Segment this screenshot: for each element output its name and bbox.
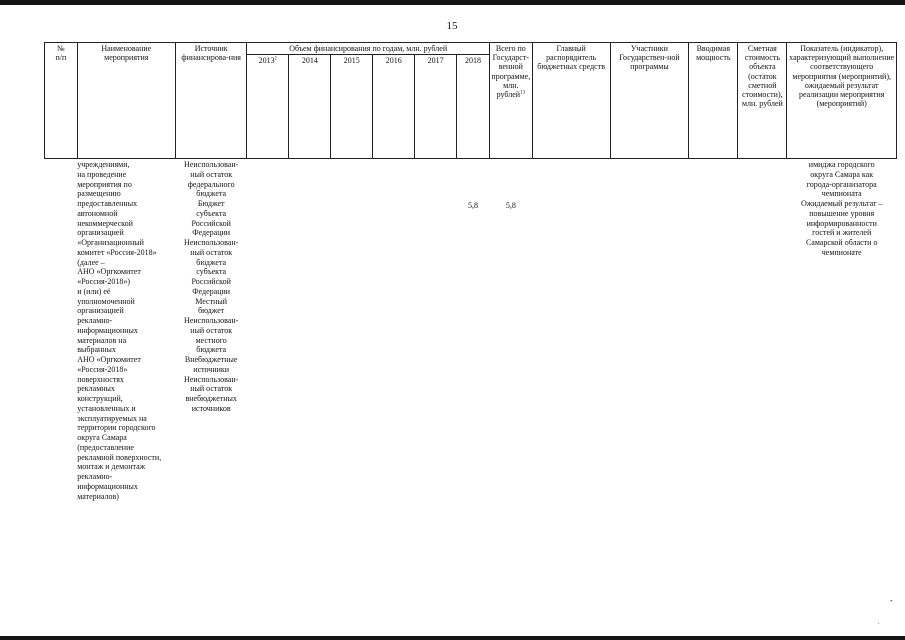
- cell-2016: [373, 159, 415, 503]
- header-year: 2016: [373, 55, 415, 159]
- cell-2014: [289, 159, 331, 503]
- header-no: № п/п: [45, 43, 78, 159]
- cell-total: 5,8: [505, 201, 516, 211]
- cell-name: учреждениями, на проведение мероприятия по размещению предоставленных автономной некоммерческой организацией «Организационный комитет «Россия-2018» (далее – АНО «Оргкомитет «Россия-2018») и (или) её уполномоченной организацией рекламно- информационных материалов на выбранных АНО «Оргкомитет «Россия-2018» поверхностях рекламных конструкций, установленных и эксплуатируемых на территории городского округа Самара (предоставление рекламной поверхности, монтаж и демонтаж рекламно- информационных материалов): [77, 160, 162, 501]
- cell-2017: [415, 159, 457, 503]
- top-border: [0, 0, 905, 5]
- header-name: Наименование мероприятия: [77, 43, 175, 159]
- cell-no: [45, 159, 78, 503]
- financing-table: [44, 42, 897, 502]
- margin-mark: -: [890, 596, 893, 605]
- header-year: 2018: [457, 55, 490, 159]
- header-year: 2015: [331, 55, 373, 159]
- cell-cost: [738, 159, 787, 503]
- header-total: Всего по Государст-венной программе, млн. рублей$^{13}$: [489, 43, 532, 159]
- header-manager: Главный распорядитель бюджетных средств: [532, 43, 610, 159]
- cell-participants: [610, 159, 689, 503]
- cell-2018: 5,8: [467, 201, 478, 211]
- header-year: 2013$^1$: [247, 55, 289, 159]
- header-year: 2017: [415, 55, 457, 159]
- cell-2015: [331, 159, 373, 503]
- header-cost: Сметная стоимость объекта (остаток сметной стоимости), млн. рублей: [738, 43, 787, 159]
- header-capacity: Вводимая мощность: [689, 43, 738, 159]
- margin-mark: .: [878, 620, 880, 626]
- cell-indicator: имиджа городского округа Самара как города-организатора чемпионата Ожидаемый результат – повышение уровня информированности гостей и жителей Самарской области о чемпионате: [800, 160, 883, 257]
- cell-2013: [247, 159, 289, 503]
- table-row: [45, 159, 897, 503]
- header-volume: Объем финансирования по годам, млн. рублей: [247, 43, 489, 55]
- header-participants: Участники Государствен-ной программы: [610, 43, 689, 159]
- cell-manager: [532, 159, 610, 503]
- cell-source: Неиспользован- ный остаток федерального бюджета Бюджет субъекта Российской Федерации Неиспользован- ный остаток бюджета субъекта Российской Федерации Местный бюджет Неиспользован- ный остаток местного бюджета Внебюджетные источники Неиспользован- ный остаток внебюджетных источников: [184, 160, 239, 413]
- header-indicator: Показатель (индикатор), характеризующий выполнение соответствующего мероприятия (мероприятий), ожидаемый результат реализации мероприятия (мероприятий): [787, 43, 897, 159]
- cell-capacity: [689, 159, 738, 503]
- header-source: Источник финансирова-ния: [175, 43, 247, 159]
- bottom-border: [0, 636, 905, 640]
- page-number: 15: [446, 20, 458, 32]
- header-year: 2014: [289, 55, 331, 159]
